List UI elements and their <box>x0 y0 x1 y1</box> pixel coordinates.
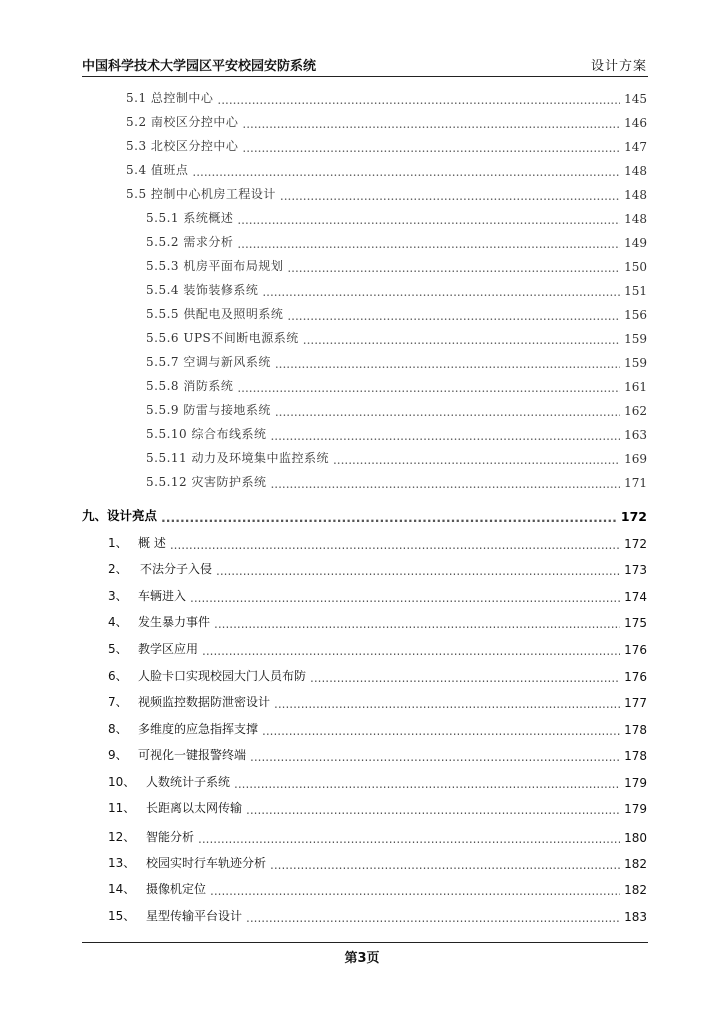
toc-leader <box>303 334 620 346</box>
toc-entry-title: 发生暴力事件 <box>138 615 211 629</box>
page-number: 第3页 <box>344 951 380 966</box>
toc-leader <box>287 310 620 322</box>
toc-entry-number: 3、 <box>108 589 128 603</box>
toc-entry[interactable] <box>126 134 647 154</box>
toc-entry-title: 5.4 值班点 <box>126 163 189 177</box>
toc-entry-page: 182 <box>624 883 647 897</box>
toc-entry-title: 5.5.7 空调与新风系统 <box>146 355 271 369</box>
toc-entry-title: 5.2 南校区分控中心 <box>126 115 239 129</box>
footer-divider <box>82 942 648 943</box>
toc-entry-page: 179 <box>624 802 647 816</box>
toc-entry-page: 156 <box>624 308 647 322</box>
toc-entry[interactable] <box>108 904 647 924</box>
toc-entry-number: 2、 <box>108 562 128 576</box>
toc-entry[interactable] <box>108 610 647 630</box>
toc-entry-number: 14、 <box>108 882 136 896</box>
toc-leader <box>275 406 620 418</box>
toc-entry-title: 不法分子入侵 <box>140 562 213 576</box>
toc-leader <box>190 592 620 604</box>
toc-entry-title: 人脸卡口实现校园大门人员布防 <box>138 669 307 683</box>
toc-leader <box>161 512 617 525</box>
toc-entry-title: 5.5.9 防雷与接地系统 <box>146 403 271 417</box>
toc-entry-page: 169 <box>624 452 647 466</box>
toc-entry-page: 179 <box>624 776 647 790</box>
toc-leader <box>262 286 620 298</box>
toc-entry-number: 12、 <box>108 830 136 844</box>
toc-entry-number: 13、 <box>108 856 136 870</box>
toc-entry-title: 智能分析 <box>146 830 195 844</box>
toc-entry-page: 159 <box>624 356 647 370</box>
toc-entry[interactable] <box>146 374 647 394</box>
toc-entry-page: 182 <box>624 857 647 871</box>
toc-entry-title: 5.5.8 消防系统 <box>146 379 234 393</box>
toc-entry-title: 视频监控数据防泄密设计 <box>138 695 271 709</box>
toc-entry[interactable] <box>108 690 647 710</box>
toc-entry[interactable] <box>146 302 647 322</box>
toc-entry-title: 5.5.2 需求分析 <box>146 235 234 249</box>
toc-entry-title: 人数统计子系统 <box>146 775 231 789</box>
toc-entry[interactable] <box>108 796 647 816</box>
toc-chapter-page: 172 <box>620 509 647 524</box>
toc-chapter[interactable] <box>82 504 647 524</box>
toc-entry[interactable] <box>146 278 647 298</box>
toc-entry[interactable] <box>126 110 647 130</box>
toc-entry-page: 172 <box>624 537 647 551</box>
document-title: 中国科学技术大学园区平安校园安防系统 <box>82 59 317 74</box>
toc-leader <box>242 142 620 154</box>
toc-entry-title: 5.5.10 综合布线系统 <box>146 427 267 441</box>
toc-entry-page: 149 <box>624 236 647 250</box>
toc-entry-page: 171 <box>624 476 647 490</box>
toc-entry-title: 5.3 北校区分控中心 <box>126 139 239 153</box>
toc-entry[interactable] <box>146 422 647 442</box>
toc-chapter-title: 九、设计亮点 <box>82 508 158 523</box>
toc-leader <box>216 565 620 577</box>
toc-entry-page: 180 <box>624 831 647 845</box>
toc-entry[interactable] <box>108 825 647 845</box>
toc-entry-title: 5.5.12 灾害防护系统 <box>146 475 267 489</box>
toc-leader <box>217 94 620 106</box>
toc-entry[interactable] <box>126 86 647 106</box>
toc-entry-number: 6、 <box>108 669 128 683</box>
toc-entry-title: 校园实时行车轨迹分析 <box>146 856 267 870</box>
toc-entry-title: 5.5.1 系统概述 <box>146 211 234 225</box>
toc-entry[interactable] <box>108 557 647 577</box>
toc-entry[interactable] <box>126 182 647 202</box>
toc-entry-page: 163 <box>624 428 647 442</box>
toc-leader <box>270 478 620 490</box>
toc-leader <box>250 751 620 763</box>
toc-entry[interactable] <box>108 877 647 897</box>
toc-entry-page: 177 <box>624 696 647 710</box>
toc-entry-number: 4、 <box>108 615 128 629</box>
toc-entry-page: 174 <box>624 590 647 604</box>
toc-entry-page: 159 <box>624 332 647 346</box>
toc-entry[interactable] <box>146 398 647 418</box>
toc-entry-page: 162 <box>624 404 647 418</box>
toc-entry-title: 星型传输平台设计 <box>146 909 243 923</box>
document-type: 设计方案 <box>590 59 647 74</box>
toc-leader <box>246 804 620 816</box>
toc-entry[interactable] <box>126 158 647 178</box>
toc-entry-title: 5.5.3 机房平面布局规划 <box>146 259 284 273</box>
toc-entry-title: 5.1 总控制中心 <box>126 91 214 105</box>
toc-entry[interactable] <box>108 637 647 657</box>
toc-entry[interactable] <box>108 717 647 737</box>
toc-entry[interactable] <box>108 743 647 763</box>
toc-leader <box>192 166 620 178</box>
toc-entry-page: 145 <box>624 92 647 106</box>
toc-entry-page: 148 <box>624 188 647 202</box>
toc-entry[interactable] <box>146 446 647 466</box>
toc-entry-title: 概 述 <box>138 536 166 550</box>
toc-entry-page: 151 <box>624 284 647 298</box>
toc-entry[interactable] <box>108 664 647 684</box>
toc-entry[interactable] <box>146 254 647 274</box>
toc-leader <box>246 912 620 924</box>
toc-entry-page: 148 <box>624 164 647 178</box>
toc-entry-number: 11、 <box>108 801 136 815</box>
toc-entry-title: 摄像机定位 <box>146 882 207 896</box>
toc-entry[interactable] <box>146 470 647 490</box>
toc-entry-page: 173 <box>624 563 647 577</box>
toc-entry[interactable] <box>146 326 647 346</box>
toc-entry[interactable] <box>146 230 647 250</box>
toc-leader <box>270 430 620 442</box>
toc-entry[interactable] <box>146 350 647 370</box>
header-divider <box>82 76 648 77</box>
toc-entry-title: 长距离以太网传输 <box>146 801 243 815</box>
page-header <box>82 55 647 75</box>
toc-leader <box>214 618 620 630</box>
toc-leader <box>210 885 620 897</box>
toc-entry-page: 178 <box>624 749 647 763</box>
toc-leader <box>170 539 620 551</box>
toc-entry[interactable] <box>146 206 647 226</box>
toc-entry-page: 176 <box>624 643 647 657</box>
toc-leader <box>242 118 620 130</box>
toc-entry-title: 车辆进入 <box>138 589 187 603</box>
toc-entry-page: 147 <box>624 140 647 154</box>
toc-entry-number: 10、 <box>108 775 136 789</box>
toc-leader <box>237 214 620 226</box>
toc-entry-number: 9、 <box>108 748 128 762</box>
toc-entry-page: 183 <box>624 910 647 924</box>
toc-leader <box>262 725 620 737</box>
toc-entry-number: 1、 <box>108 536 128 550</box>
toc-entry-title: 教学区应用 <box>138 642 199 656</box>
toc-leader <box>270 859 620 871</box>
toc-entry-page: 161 <box>624 380 647 394</box>
toc-entry[interactable] <box>108 531 647 551</box>
toc-entry[interactable] <box>108 851 647 871</box>
toc-entry-number: 5、 <box>108 642 128 656</box>
toc-entry-number: 15、 <box>108 909 136 923</box>
toc-entry-page: 148 <box>624 212 647 226</box>
toc-entry-title: 5.5.4 装饰装修系统 <box>146 283 259 297</box>
toc-entry-title: 5.5.5 供配电及照明系统 <box>146 307 284 321</box>
toc-leader <box>274 698 620 710</box>
toc-entry-page: 146 <box>624 116 647 130</box>
toc-entry-title: 5.5.6 UPS不间断电源系统 <box>146 331 299 345</box>
toc-leader <box>280 190 620 202</box>
toc-entry-page: 176 <box>624 670 647 684</box>
toc-leader <box>237 382 620 394</box>
toc-entry-number: 8、 <box>108 722 128 736</box>
toc-entry-title: 5.5.11 动力及环境集中监控系统 <box>146 451 329 465</box>
toc-entry-page: 150 <box>624 260 647 274</box>
toc-entry-title: 多维度的应急指挥支撑 <box>138 722 259 736</box>
toc-leader <box>202 645 620 657</box>
toc-leader <box>198 833 620 845</box>
toc-entry-title: 5.5 控制中心机房工程设计 <box>126 187 276 201</box>
toc-leader <box>234 778 620 790</box>
toc-entry-number: 7、 <box>108 695 128 709</box>
toc-leader <box>310 672 620 684</box>
toc-entry-page: 175 <box>624 616 647 630</box>
toc-entry[interactable] <box>108 770 647 790</box>
toc-leader <box>287 262 620 274</box>
toc-leader <box>333 454 620 466</box>
toc-leader <box>275 358 620 370</box>
toc-entry-page: 178 <box>624 723 647 737</box>
toc-entry[interactable] <box>108 584 647 604</box>
toc-leader <box>237 238 620 250</box>
toc-entry-title: 可视化一键报警终端 <box>138 748 247 762</box>
